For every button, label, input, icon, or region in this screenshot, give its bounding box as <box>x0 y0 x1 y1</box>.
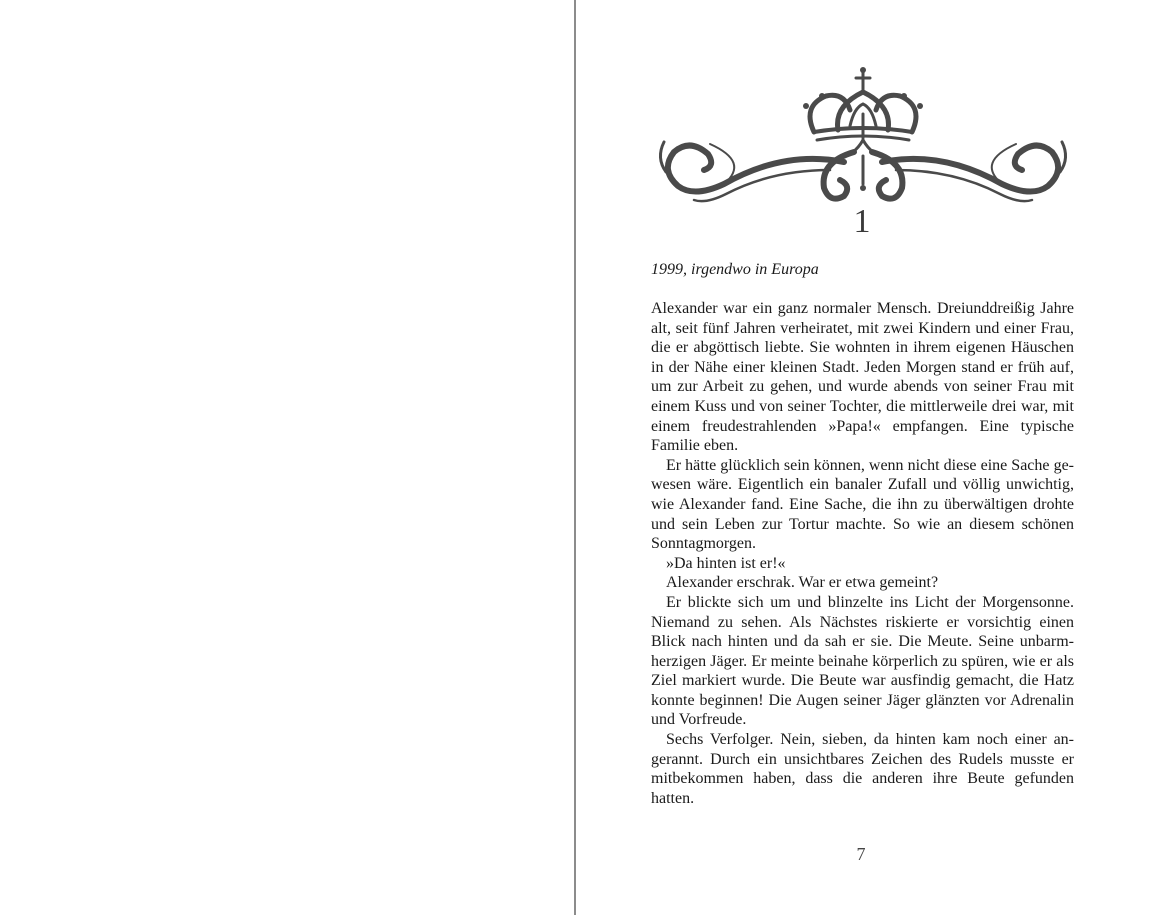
chapter-setting-line: 1999, irgendwo in Europa <box>651 261 819 278</box>
paragraph: »Da hinten ist er!« <box>666 554 786 572</box>
page-number: 7 <box>856 844 866 864</box>
paragraph: Er blickte sich um und blinzelte ins Licht der Morgensonne. Niemand zu sehen. Als Nächstes riskierte er vorsichtig einen Blick nach hinten und da sah er sie. Die Meute. Seine unbarmherzigen Jäger. Er meinte beinahe körperlich zu spüren, wie er als Ziel markiert wurde. Die Beute war ausfindig gemacht, die Hatz konnte beginnen! Die Augen seiner Jäger glänzten vor Adrenalin und Vorfreude. <box>651 593 1074 729</box>
crown-with-flourish-icon <box>654 66 1072 212</box>
left-page-blank <box>0 0 574 915</box>
chapter-number: 1 <box>853 203 871 240</box>
paragraph: Alexander erschrak. War er etwa gemeint? <box>666 574 939 592</box>
paragraph: Er hätte glücklich sein können, wenn nicht diese eine Sache gewesen wäre. Eigentlich ein banaler Zufall und völlig unwichtig, wie Alexander fand. Eine Sache, die ihn zu überwältigen drohte und sein Leben zur Tortur machte. So wie an diesem schönen Sonntagmorgen. <box>651 456 1074 553</box>
paragraph: Alexander war ein ganz normaler Mensch. Dreiunddreißig Jahre alt, seit fünf Jahren verheiratet, mit zwei Kindern und einer Frau, die er abgöttisch liebte. Sie wohnten in ihrem eigenen Häuschen in der Nähe einer kleinen Stadt. Jeden Morgen stand er früh auf, um zur Arbeit zu gehen, und wurde abends von seiner Frau mit einem Kuss und von seiner Tochter, die mittlerweile drei war, mit einem freudestrahlenden »Papa!« empfangen. Eine typische Familie eben. <box>651 300 1074 455</box>
paragraph: Sechs Verfolger. Nein, sieben, da hinten kam noch einer angerannt. Durch ein unsichtbares Zeichen des Rudels musste er mitbekommen haben, dass die anderen ihre Beute gefunden hatten. <box>651 731 1074 807</box>
chapter-body <box>651 299 1074 808</box>
